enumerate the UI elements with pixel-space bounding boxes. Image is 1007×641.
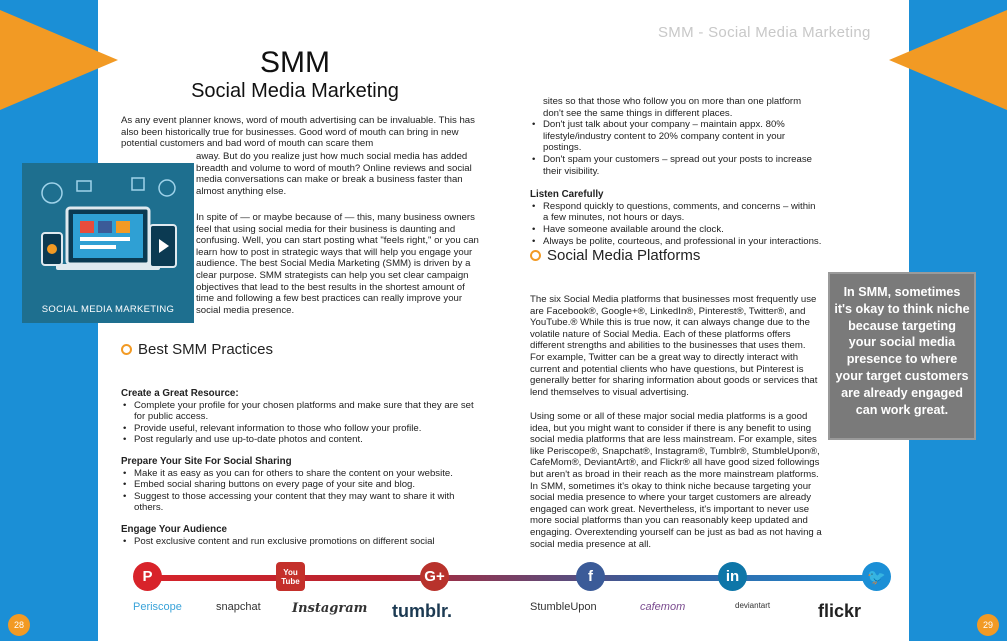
list-item: • Make it as easy as you can for others to share the content on your website. [121,468,481,480]
platforms-para-2: Using some or all of these major social media platforms is a good idea, but you might want to consider if there is any benefit to using social media platforms that are less mainstream. For example, sites like Periscope®, Snapchat®, Instagram®, Tumblr®, StumbleUpon®, CafeMom®, DeviantArt®, and Flickr® all have good sized followings but aren't as broad in their reach as the more mainstream platforms. In SMM, sometimes it's okay to think niche because targeting your social media presence to where your target customers are already engaged can work great. Nevertheless, it's important to never use more social platforms than you can reasonably keep updated and engaging. Overextending yourself can be just as bad as not having a social media presence at all. [530,411,822,550]
section-title: Best SMM Practices [138,341,274,358]
laptop-devices-icon [22,163,194,303]
facebook-icon: f [576,562,605,591]
platform-logo: cafemom [640,601,686,613]
continued-text: sites so that those who follow you on more than one platform don't see the same things in different places. [543,96,802,119]
page-number-right: 29 [977,614,999,636]
list-item: • Complete your profile for your chosen platforms and make sure that they are set for public access. [121,400,481,423]
list-item: • Always be polite, courteous, and professional in your interactions. [530,236,822,248]
list-item: • Don't spam your customers – spread out your posts to increase their visibility. [530,154,822,177]
platform-logo: snapchat [216,601,261,613]
list-item: • Post exclusive content and run exclusive promotions on different social [121,536,481,548]
section-best-practices [121,341,273,358]
platform-logo: Instagram [292,601,368,616]
linkedin-icon: in [718,562,747,591]
section-title: Social Media Platforms [547,247,701,264]
list-item: • Suggest to those accessing your content that they may want to share it with others. [121,491,481,514]
twitter-icon: 🐦 [862,562,891,591]
practice-group [121,388,481,446]
list-item: • Respond quickly to questions, comments, and concerns – within a few minutes, not hours or days. [530,201,822,224]
image-caption: SOCIAL MEDIA MARKETING [41,304,175,315]
social-media-illustration [22,163,194,323]
list-item: • Provide useful, relevant information to those who follow your profile. [121,423,481,435]
practice-group [121,456,481,514]
page-number-left: 28 [8,614,30,636]
pinterest-icon: P [133,562,162,591]
practice-group [121,524,481,547]
youtube-icon: You Tube [276,562,305,591]
list-item: • Don't just talk about your company – maintain appx. 80% lifestyle/industry content to 20% company content in your postings. [530,119,822,154]
list-item: • Post regularly and use up-to-date photos and content. [121,434,481,446]
running-header: SMM - Social Media Marketing [658,24,871,41]
pull-quote: In SMM, sometimes it's okay to think niche because targeting your social media presence to where your target customers are already engaged can work great. [828,272,976,440]
google-plus-icon: G+ [420,562,449,591]
platform-logo: tumblr. [392,601,453,621]
platform-logo: StumbleUpon [530,601,597,613]
platform-logo: Periscope [133,601,182,613]
ring-bullet-icon [530,250,541,261]
platforms-para-1: The six Social Media platforms that businesses most frequently use are Facebook®, Google+®, LinkedIn®, Pinterest®, Twitter®, and YouTube.® While this is true now, it can always change due to the volatile nature of Social Media. Each of these platforms offers different strengths and abilities to the businesses that uses them. For example, Twitter can be a great way to directly interact with current and potential clients who have questions, but Pinterest is generally better for sharing information about goods or services that lend themselves to visual advertising. [530,294,818,398]
platform-logo: flickr [818,601,862,621]
listen-heading: Listen Carefully [530,189,604,201]
intro-para-2: away. But do you realize just how much social media has added breadth and volume to word of mouth? Online reviews and social media conversations can make or break a business faster than almost anything else. [196,151,472,197]
practices-list [121,388,481,547]
left-orange-arrow [0,10,118,110]
group-heading: Engage Your Audience [121,523,227,535]
platform-logo: deviantart [735,601,771,610]
social-color-bar [135,575,887,581]
page-title: SMM [260,46,330,79]
section-platforms [530,247,700,264]
continued-list [530,96,822,247]
group-heading: Create a Great Resource: [121,388,239,399]
right-orange-arrow [889,10,1007,110]
ring-bullet-icon [121,344,132,355]
group-heading: Prepare Your Site For Social Sharing [121,455,292,467]
intro-para-1: As any event planner knows, word of mouth advertising can be invaluable. This has also been historically true for businesses. Good word of mouth can bring in new potential customers and bad word of mouth can scare them [121,115,475,150]
page-subtitle: Social Media Marketing [191,80,399,102]
list-item: • Embed social sharing buttons on every page of your site and blog. [121,479,481,491]
list-item: • Have someone available around the clock. [530,224,822,236]
intro-para-3: In spite of — or maybe because of — this, many business owners feel that using social media for their business is daunting and confusing. Well, you can start posting what "feels right," or you can learn how to post in strategic ways that will help you engage your audience. The best Social Media Marketing (SMM) is driven by a clear purpose. SMM strategists can help you set clear campaign objectives that lead to the best results in the shortest amount of time and following a few best practices can really improve your social media presence. [196,212,479,316]
